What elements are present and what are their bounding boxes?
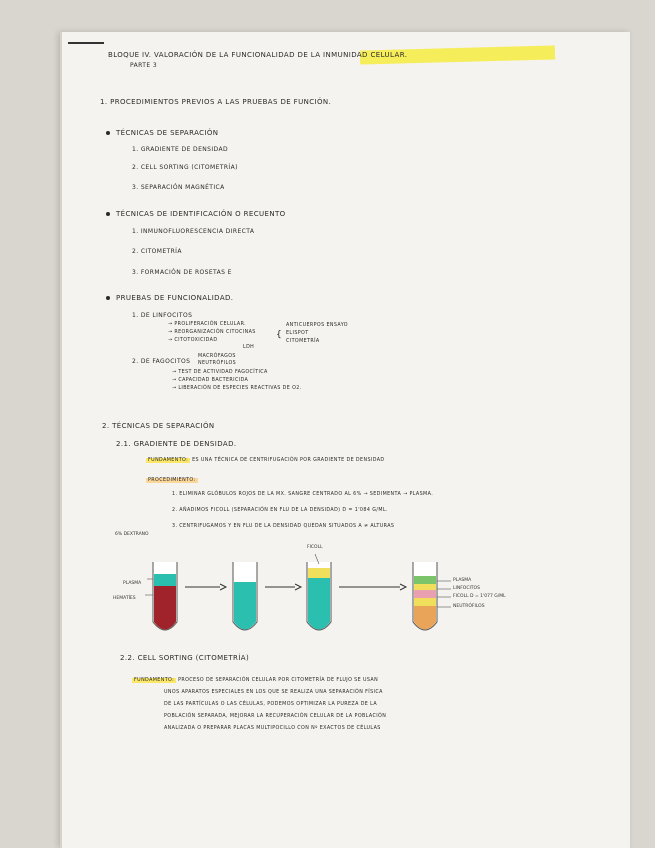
text-line: POBLACIÓN SEPARADA, MEJORAR LA RECUPERACIÓN CELULAR DE LA POBLACIÓN — [164, 714, 387, 719]
diagram-label: LINFOCITOS — [453, 586, 480, 591]
list-item: → REORGANIZACIÓN CITOCINAS — [168, 330, 256, 335]
list-item: 1. INMUNOFLUORESCENCIA DIRECTA — [132, 228, 255, 235]
text-line: ANALIZADA O PREPARAR PLACAS MULTIPOCILLO CON Nº EXACTOS DE CÉLULAS — [164, 726, 381, 731]
arrow-right-icon — [185, 584, 226, 590]
procedimiento-label: PROCEDIMIENTO: — [148, 478, 196, 483]
arrow-right-icon — [339, 584, 406, 590]
diagram-label: FICOLL D = 1'077 G/ML — [453, 594, 506, 599]
text-line: DE LAS PARTÍCULAS O LAS CÉLULAS, PODEMOS OPTIMIZAR LA PUREZA DE LA — [164, 702, 378, 707]
list-item: 3. FORMACIÓN DE ROSETAS E — [132, 269, 232, 276]
bullet-icon — [106, 296, 110, 300]
diagram-label: PLASMA — [453, 578, 472, 583]
bullet-icon — [106, 131, 110, 135]
bullet-separation: TÉCNICAS DE SEPARACIÓN — [106, 129, 218, 137]
fundamento-line: FUNDAMENTO: PROCESO DE SEPARACIÓN CELULAR POR CITOMETRÍA DE FLUJO SE USAN — [134, 678, 379, 683]
list-item: ELISPOT — [286, 331, 309, 336]
centrifuge-diagram — [95, 532, 525, 642]
list-item: → LIBERACIÓN DE ESPECIES REACTIVAS DE O2. — [172, 386, 302, 391]
document-title: BLOQUE IV. VALORACIÓN DE LA FUNCIONALIDAD DE LA INMUNIDAD CELULAR. — [108, 51, 408, 59]
list-item: MACRÓFAGOS — [198, 354, 236, 359]
bullet-functional-tests: PRUEBAS DE FUNCIONALIDAD. — [106, 294, 233, 302]
diagram-label: PLASMA — [123, 581, 142, 586]
diagram-label: 6% DEXTRANO — [115, 532, 149, 537]
diagram-label: FICOLL — [307, 545, 323, 550]
list-item: CITOMETRÍA — [286, 339, 320, 344]
list-item: 3. CENTRIFUGAMOS Y EN FLU DE LA DENSIDAD QUEDAN SITUADOS A ≠ ALTURAS — [172, 524, 395, 529]
sub-heading: 2. DE FAGOCITOS — [132, 358, 191, 365]
list-item: NEUTRÓFILOS — [198, 361, 237, 366]
diagram-label: HEMATÍES — [113, 596, 136, 601]
list-item: 2. AÑADIMOS FICOLL (SEPARACIÓN EN FLU DE LA DENSIDAD) D = 1'084 G/ML. — [172, 508, 388, 513]
list-item: → CITOTOXICIDAD — [168, 338, 218, 343]
list-item: 1. ELIMINAR GLÓBULOS ROJOS DE LA MX. SANGRE CENTRADO AL 6% → SEDIMENTA → PLASMA. — [172, 492, 434, 497]
list-item: 1. GRADIENTE DE DENSIDAD — [132, 146, 228, 153]
test-tube-icon — [233, 562, 257, 630]
section1-heading: 1. PROCEDIMIENTOS PREVIOS A LAS PRUEBAS DE FUNCIÓN. — [100, 98, 332, 106]
arrow-right-icon — [265, 584, 301, 590]
document-subtitle: PARTE 3 — [130, 62, 158, 69]
tubes-svg — [95, 532, 525, 642]
list-item: ANTICUERPOS ENSAYO — [286, 323, 348, 328]
test-tube-icon — [307, 554, 331, 630]
test-tube-icon — [413, 562, 451, 630]
diagram-label: NEUTRÓFILOS — [453, 604, 485, 609]
subsection-heading: 2.1. GRADIENTE DE DENSIDAD. — [116, 440, 237, 448]
list-item: 3. SEPARACIÓN MAGNÉTICA — [132, 184, 225, 191]
list-item: → PROLIFERACIÓN CELULAR. — [168, 322, 247, 327]
bullet-identification: TÉCNICAS DE IDENTIFICACIÓN O RECUENTO — [106, 210, 286, 218]
brace: { — [276, 330, 283, 340]
pen-mark — [68, 42, 104, 44]
notebook-page — [60, 32, 630, 848]
subsection-heading: 2.2. CELL SORTING (CITOMETRÍA) — [120, 654, 250, 662]
list-item: 2. CITOMETRÍA — [132, 248, 182, 255]
test-tube-icon — [145, 562, 177, 630]
section2-heading: 2. TÉCNICAS DE SEPARACIÓN — [102, 422, 215, 430]
fundamento-line: FUNDAMENTO: ES UNA TÉCNICA DE CENTRIFUGACIÓN POR GRADIENTE DE DENSIDAD — [148, 458, 385, 463]
bullet-icon — [106, 212, 110, 216]
list-item: 2. CELL SORTING (CITOMETRÍA) — [132, 164, 238, 171]
list-item: → CAPACIDAD BACTERICIDA — [172, 378, 249, 383]
text-line: UNOS APARATOS ESPECIALES EN LOS QUE SE REALIZA UNA SEPARACIÓN FÍSICA — [164, 690, 383, 695]
sub-heading: 1. DE LINFOCITOS — [132, 312, 193, 319]
note: LDH — [243, 345, 255, 350]
page-edge — [60, 32, 62, 848]
list-item: → TEST DE ACTIVIDAD FAGOCÍTICA — [172, 370, 268, 375]
